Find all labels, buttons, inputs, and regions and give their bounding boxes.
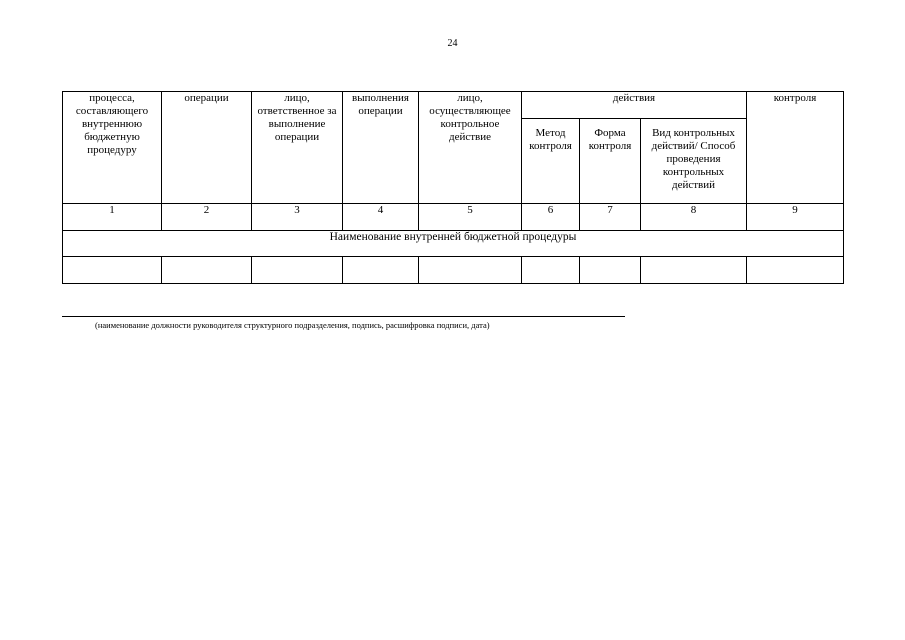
column-number: 5 [419, 204, 522, 231]
header-responsible: лицо, ответственное за выполнение операции [252, 92, 343, 204]
header-control: контроля [747, 92, 844, 204]
column-number: 9 [747, 204, 844, 231]
control-table [62, 91, 844, 284]
header-operation: операции [162, 92, 252, 204]
column-number: 7 [580, 204, 641, 231]
column-number-row [63, 204, 844, 231]
header-execution: выполнения операции [343, 92, 419, 204]
empty-cell [343, 257, 419, 284]
empty-cell [580, 257, 641, 284]
column-number: 3 [252, 204, 343, 231]
signature-line [62, 316, 625, 317]
empty-cell [63, 257, 162, 284]
procedure-row [63, 231, 844, 257]
header-form: Форма контроля [580, 119, 641, 204]
empty-cell [522, 257, 580, 284]
header-actions-group: действия [522, 92, 747, 119]
column-number: 8 [641, 204, 747, 231]
column-number: 4 [343, 204, 419, 231]
header-process: процесса, составляющего внутреннюю бюджетную процедуру [63, 92, 162, 204]
header-method: Метод контроля [522, 119, 580, 204]
empty-cell [641, 257, 747, 284]
procedure-name-cell: Наименование внутренней бюджетной процедуры [63, 231, 844, 257]
column-number: 1 [63, 204, 162, 231]
column-number: 2 [162, 204, 252, 231]
empty-cell [419, 257, 522, 284]
header-action-type: Вид контрольных действий/ Способ проведения контрольных действий [641, 119, 747, 204]
column-number: 6 [522, 204, 580, 231]
empty-cell [252, 257, 343, 284]
empty-row [63, 257, 844, 284]
page-number: 24 [447, 38, 458, 49]
empty-cell [162, 257, 252, 284]
empty-cell [747, 257, 844, 284]
signature-caption: (наименование должности руководителя структурного подразделения, подпись, расшифровка подписи, дата) [95, 320, 490, 330]
header-row [63, 92, 844, 119]
header-controller: лицо, осуществляющее контрольное действие [419, 92, 522, 204]
